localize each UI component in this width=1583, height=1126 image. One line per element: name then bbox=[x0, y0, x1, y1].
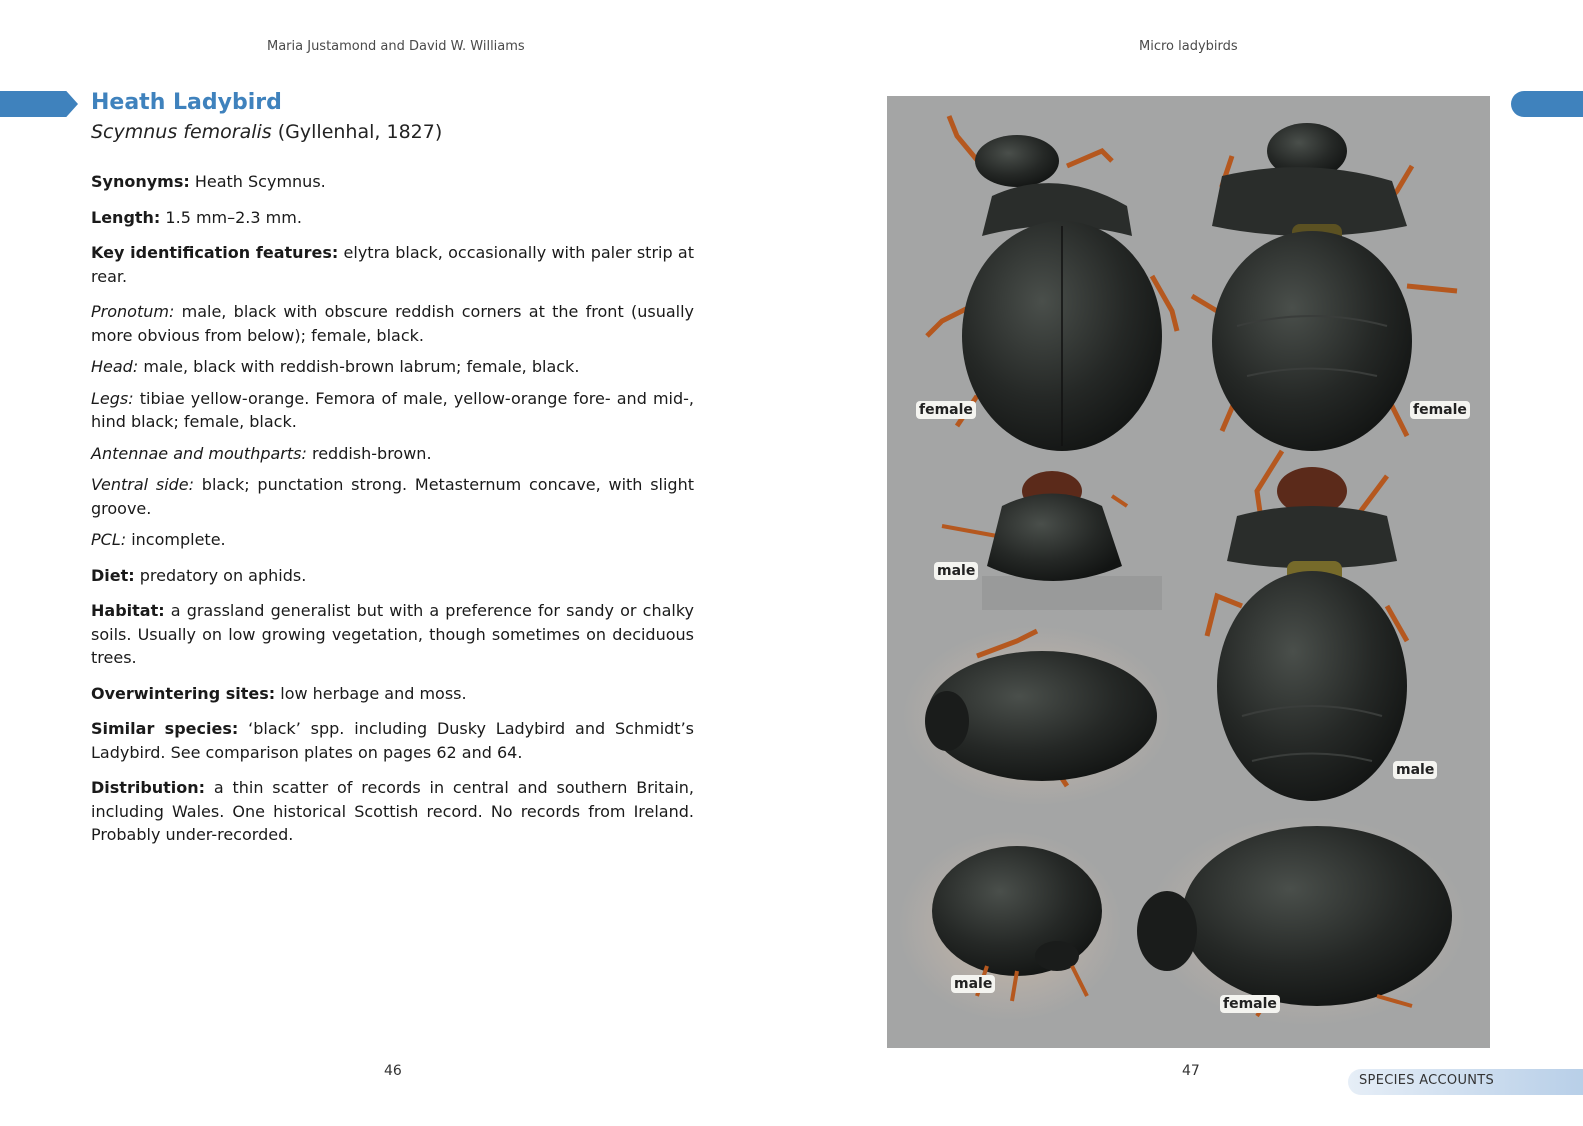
pronotum-label: Pronotum: bbox=[91, 302, 175, 321]
species-description bbox=[91, 170, 694, 847]
distribution-paragraph bbox=[91, 776, 694, 847]
section-footer-label: SPECIES ACCOUNTS bbox=[1359, 1073, 1495, 1088]
running-header-chapter: Micro ladybirds bbox=[1139, 39, 1238, 54]
similar-species-label: Similar species: bbox=[91, 719, 239, 738]
antennae-text: reddish-brown. bbox=[311, 443, 432, 463]
similar-species-paragraph bbox=[91, 717, 694, 764]
antennae-paragraph bbox=[91, 442, 694, 466]
label-top-right: female bbox=[1410, 401, 1470, 419]
pcl-label: PCL: bbox=[91, 530, 127, 549]
running-header-authors: Maria Justamond and David W. Williams bbox=[267, 39, 525, 54]
diet-text: predatory on aphids. bbox=[139, 565, 307, 585]
species-common-name: Heath Ladybird bbox=[91, 90, 282, 115]
label-mid-right: male bbox=[1393, 761, 1437, 779]
pcl-text: incomplete. bbox=[131, 530, 226, 549]
label-bottom-right: female bbox=[1220, 995, 1280, 1013]
section-tab-right bbox=[1511, 91, 1583, 117]
overwintering-paragraph bbox=[91, 682, 694, 706]
scientific-binomial: Scymnus femoralis bbox=[91, 121, 272, 143]
key-features-text: elytra black, occasionally with paler strip at rear. bbox=[91, 243, 694, 286]
head-label: Head: bbox=[91, 357, 139, 376]
label-bottom-left: male bbox=[951, 975, 995, 993]
habitat-text: a grassland generalist but with a preference for sandy or chalky soils. Usually on low growing vegetation, though sometimes on deciduous trees. bbox=[91, 601, 694, 667]
section-tab-left bbox=[0, 91, 78, 117]
length-label: Length: bbox=[91, 207, 161, 227]
habitat-label: Habitat: bbox=[91, 601, 165, 620]
synonyms-text: Heath Scymnus. bbox=[194, 172, 326, 191]
synonyms-label: Synonyms: bbox=[91, 172, 190, 191]
ventral-text: black; punctation strong. Metasternum concave, with slight groove. bbox=[91, 475, 694, 518]
similar-species-text: ‘black’ spp. including Dusky Ladybird and Schmidt’s Ladybird. See comparison plates on pages 62 and 64. bbox=[91, 719, 694, 762]
legs-label: Legs: bbox=[91, 388, 134, 408]
pronotum-paragraph bbox=[91, 300, 694, 347]
beetle-female-oblique bbox=[1137, 816, 1467, 1026]
specimen-photo-plate bbox=[887, 96, 1490, 1048]
pronotum-text: male, black with obscure reddish corners at the front (usually more obvious from below); female, black. bbox=[91, 302, 695, 345]
key-features-paragraph bbox=[91, 241, 694, 288]
head-text: male, black with reddish-brown labrum; female, black. bbox=[143, 357, 580, 376]
beetle-male-front bbox=[942, 471, 1162, 610]
antennae-label: Antennae and mouthparts: bbox=[91, 443, 307, 463]
overwintering-label: Overwintering sites: bbox=[91, 683, 276, 703]
label-mid-left: male bbox=[934, 562, 978, 580]
species-authority: (Gyllenhal, 1827) bbox=[277, 121, 443, 143]
ventral-paragraph bbox=[91, 473, 694, 520]
key-features-label: Key identification features: bbox=[91, 243, 339, 262]
length-text: 1.5 mm–2.3 mm. bbox=[165, 207, 302, 227]
synonyms-paragraph bbox=[91, 170, 694, 194]
distribution-label: Distribution: bbox=[91, 778, 206, 797]
length-paragraph bbox=[91, 206, 694, 230]
head-paragraph bbox=[91, 355, 694, 379]
pcl-paragraph bbox=[91, 528, 694, 552]
habitat-paragraph bbox=[91, 599, 694, 670]
label-top-left: female bbox=[916, 401, 976, 419]
beetle-ventral-male bbox=[1207, 451, 1407, 801]
legs-paragraph bbox=[91, 387, 694, 434]
beetle-male-oblique bbox=[898, 831, 1122, 1021]
species-scientific-name bbox=[91, 121, 442, 143]
ventral-label: Ventral side: bbox=[91, 475, 195, 494]
page-number-left: 46 bbox=[384, 1063, 402, 1079]
diet-label: Diet: bbox=[91, 565, 135, 585]
diet-paragraph bbox=[91, 564, 694, 588]
page-number-right: 47 bbox=[1182, 1063, 1200, 1079]
distribution-text: a thin scatter of records in central and southern Britain, including Wales. One historical Scottish record. No records from Ireland. Probably under-recorded. bbox=[91, 778, 694, 844]
overwintering-text: low herbage and moss. bbox=[280, 683, 467, 703]
legs-text: tibiae yellow-orange. Femora of male, yellow-orange fore- and mid-, hind black; female, black. bbox=[91, 388, 694, 431]
beetle-male-side bbox=[902, 626, 1172, 806]
